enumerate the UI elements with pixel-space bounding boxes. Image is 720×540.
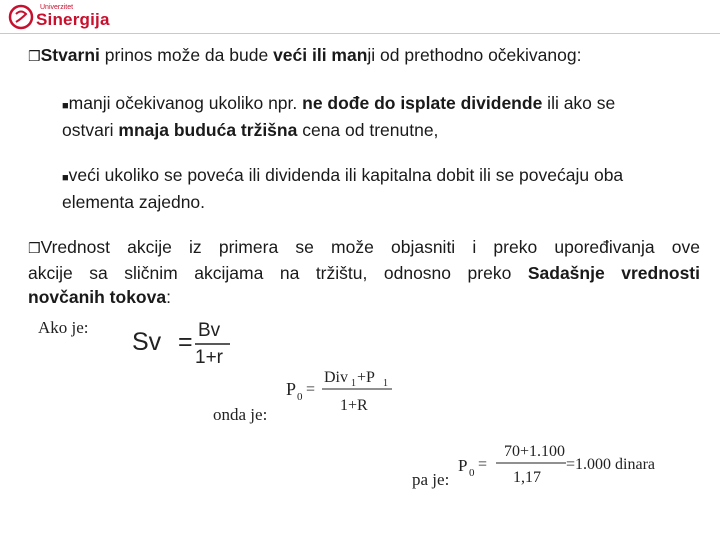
university-logo [8, 4, 110, 30]
text: ili ako se [542, 93, 616, 113]
paragraph-actual-yield [28, 43, 708, 69]
formula-sv [128, 316, 238, 372]
checkbox-bullet-icon: ❒ [28, 241, 41, 257]
header-divider [0, 33, 720, 34]
text: akcije sa sličnim akcijama na tržištu, odnosno preko [28, 263, 528, 283]
text: elementa zajedno. [62, 192, 206, 212]
text: : [166, 287, 171, 307]
formula-numerator: Div [324, 369, 348, 386]
formula-equals: = [178, 328, 193, 356]
text-bold: ne dođe do isplate dividende [302, 93, 543, 113]
formula-subscript: 0 [297, 391, 303, 403]
text-bold: mnaja buduća tržišna [118, 120, 298, 140]
text: Vrednost akcije iz primera se može objasniti i preko upoređivanja ove [40, 237, 700, 257]
text-bold: Stvarni [40, 45, 100, 65]
label-onda-je: onda je: [213, 405, 268, 424]
checkbox-bullet-icon: ❒ [28, 49, 41, 65]
square-bullet-icon: ■ [62, 100, 69, 112]
formula-equals: = [306, 381, 316, 398]
text: prinos može da bude [99, 45, 274, 65]
formula-p0-div [284, 364, 404, 416]
text: ostvari [62, 120, 119, 140]
formula-lhs: P [286, 379, 297, 399]
label-ako-je: Ako je: [38, 318, 89, 337]
text-bold: novčanih tokova [28, 287, 167, 307]
text-bold: veći ili man [273, 45, 368, 65]
formula-subscript: 1 [383, 378, 388, 389]
logo-name-text: Sinergija [36, 10, 110, 29]
text: veći ukoliko se poveća ili dividenda ili kapitalna dobit ili se povećaju oba [68, 165, 624, 185]
text: cena od trenutne, [297, 120, 439, 140]
bullet-higher-yield [62, 163, 707, 214]
formula-denominator: 1+R [340, 397, 368, 414]
formula-subscript: 1 [351, 378, 356, 389]
formula-numerator: 70+1.100 [504, 443, 566, 460]
formula-result: =1.000 dinara [566, 456, 655, 473]
formula-denominator: 1,17 [513, 469, 541, 486]
formula-denominator: 1+r [195, 347, 223, 368]
label-pa-je: pa je: [412, 470, 450, 489]
bullet-lower-yield [62, 91, 702, 142]
text: ji od prethodno očekivanog: [367, 45, 582, 65]
square-bullet-icon: ■ [62, 172, 69, 184]
formula-subscript: 0 [469, 467, 475, 479]
formula-numerator: Bv [198, 320, 221, 341]
formula-numerator: +P [357, 369, 375, 386]
formula-p0-result [456, 440, 676, 490]
paragraph-stock-value [28, 235, 700, 309]
logo-emblem-icon [8, 4, 34, 30]
text-bold: Sadašnje vrednosti [527, 263, 700, 283]
formula-lhs: P [458, 456, 468, 475]
logo-university-text: Univerzitet [40, 4, 74, 11]
formula-equals: = [478, 456, 488, 473]
text: manji očekivanog ukoliko npr. [68, 93, 303, 113]
formula-lhs: Sv [132, 328, 162, 356]
